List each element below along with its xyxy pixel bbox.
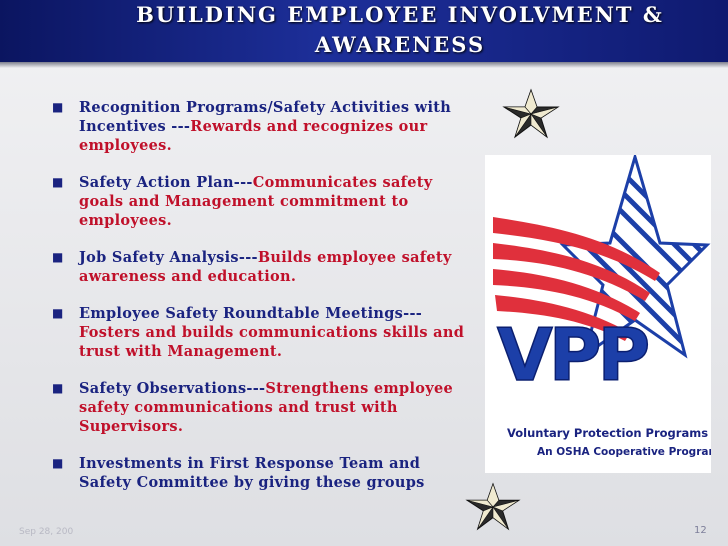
bullet-desc: Rewards and recognizes our employees. xyxy=(79,118,428,154)
bullet-marker: ■ xyxy=(52,306,64,320)
bullet-marker: ■ xyxy=(52,381,64,395)
bullet-item xyxy=(52,454,472,492)
slide-title: BUILDING EMPLOYEE INVOLVMENT & AWARENESS xyxy=(136,2,664,57)
bullet-lead: Job Safety Analysis--- xyxy=(79,249,258,266)
bullet-item xyxy=(52,379,472,436)
bullet-item xyxy=(52,173,472,230)
bullet-lead: Safety Observations--- xyxy=(79,380,266,397)
bullet-item xyxy=(52,98,472,155)
bullet-marker: ■ xyxy=(52,100,64,114)
vpp-logo-line1: Voluntary Protection Programs xyxy=(507,426,709,440)
vpp-acronym: VPP xyxy=(497,313,647,397)
footer-date: Sep 28, 200 xyxy=(19,527,74,537)
bullet-desc: Fosters and builds communications skills and trust with Management. xyxy=(79,324,465,360)
bullet-lead: Safety Action Plan--- xyxy=(79,174,253,191)
bullet-lead: Employee Safety Roundtable Meetings--- xyxy=(79,305,423,322)
vpp-logo xyxy=(485,155,711,473)
title-bar-shadow xyxy=(0,62,728,68)
bullet-marker: ■ xyxy=(52,250,64,264)
bullet-desc: Strengthens employee safety communications and trust with Supervisors. xyxy=(79,380,454,435)
bullet-lead: Investments in First Response Team and Safety Committee by giving these groups xyxy=(79,455,425,491)
nautical-star-icon xyxy=(500,88,562,140)
bullet-item xyxy=(52,248,472,286)
nautical-star-icon xyxy=(463,482,523,532)
page-number: 12 xyxy=(694,525,707,536)
bullet-item xyxy=(52,304,472,361)
bullet-marker: ■ xyxy=(52,175,64,189)
vpp-logo-line2: An OSHA Cooperative Program xyxy=(537,446,711,458)
bullet-lead: Recognition Programs/Safety Activities with Incentives --- xyxy=(79,99,452,135)
bullet-desc: Communicates safety goals and Management commitment to employees. xyxy=(79,174,433,229)
vpp-star-flag-graphic xyxy=(485,155,711,473)
bullet-marker: ■ xyxy=(52,456,64,470)
bullet-list xyxy=(52,98,472,510)
bullet-desc: Builds employee safety awareness and education. xyxy=(79,249,452,285)
